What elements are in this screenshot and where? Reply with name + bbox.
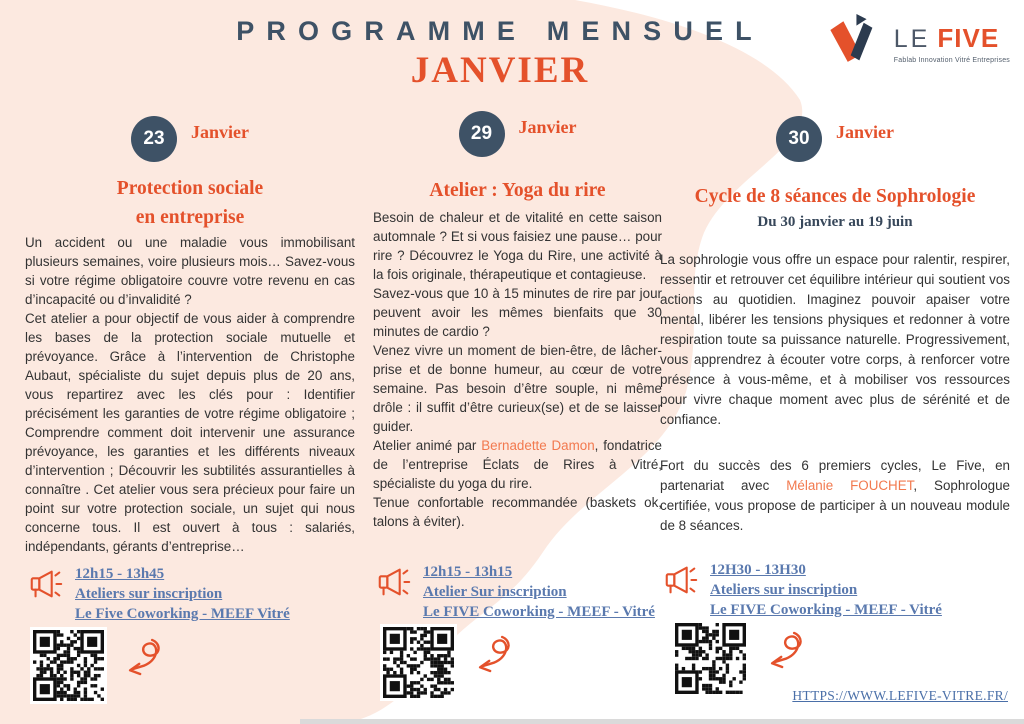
day-badge: 23	[131, 116, 177, 162]
schedule-lines	[423, 564, 655, 621]
month-label: Janvier	[518, 116, 577, 137]
event-title: Cycle de 8 séances de Sophrologie	[694, 186, 976, 207]
qr-code	[380, 624, 457, 701]
logo-word-five: FIVE	[937, 22, 1000, 53]
event-description: Un accident ou une maladie vous immobilisant plusieurs semaines, voire plusieurs mois… Savez-vous si votre régime obligatoire couvre votre revenu en cas d’incapacité ou d’invalidité ? Cet atelier a pour objectif de vous aider à comprendre les bases de la protection sociale mutuelle et prévoyance. Grâce à l’intervention de Christophe Aubaut, spécialiste du sujet depuis plus de 20 ans, vous repartirez avec les clés pour : Identifier précisément les garanties de votre régime obligatoire ; Comprendre comment doit intervenir une assurance prévoyance, les garanties et les différents niveaux d’intervention ; Découvrir les subtilités assurantielles à connaître . Cet atelier vous sera précieux pour faire un point sur votre protection sociale, un sujet qui nous concerne tous. Il est ouvert à tous : salariés, indépendants, gérants d’entreprise…	[25, 235, 355, 554]
curly-arrow-icon	[119, 635, 165, 678]
event-column-protection-sociale	[25, 0, 355, 724]
date-badge-row	[660, 116, 1010, 162]
qr-row	[30, 627, 165, 704]
location-link[interactable]: Le FIVE Coworking - MEEF - Vitré	[710, 602, 942, 618]
inscription-link[interactable]: Ateliers sur inscription	[75, 586, 223, 602]
event-column-yoga-du-rire	[373, 0, 662, 724]
date-badge-row	[25, 116, 355, 162]
day-badge: 30	[776, 116, 822, 162]
schedule-lines	[75, 566, 290, 623]
event-column-sophrologie	[660, 0, 1010, 724]
curly-arrow-icon	[761, 628, 807, 671]
month-label: Janvier	[836, 121, 894, 142]
event-description: Besoin de chaleur et de vitalité en cette saison automnale ? Et si vous faisiez une pause… pour rire ? Découvrez le Yoga du Rire, une activité à la fois originale, thérapeutique et contagieuse. Savez-vous que 10 à 15 minutes de rire par jour peuvent avoir les mêmes bienfaits que 30 minutes de cardio ? Venez vivre un moment de bien-être, de lâcher-prise et de bonne humeur, au cœur de votre semaine. Pas besoin d’être souple, ni même drôle : il suffit d’être curieux(se) et de se laisser guider. Atelier animé par Bernadette Damon, fondatrice de l’entreprise Éclats de Rires à Vitré, spécialiste du yoga du rire. Tenue confortable recommandée (baskets ok, talons à éviter).	[373, 210, 662, 529]
page-title: PROGRAMME MENSUEL	[236, 16, 764, 46]
megaphone-icon	[27, 566, 65, 602]
event-title: Atelier : Yoga du rire	[429, 180, 606, 201]
schedule-lines	[710, 562, 942, 619]
time-link[interactable]: 12H30 - 13H30	[710, 562, 806, 578]
website-link[interactable]: HTTPS://WWW.LEFIVE-VITRE.FR/	[792, 688, 1008, 703]
event-title: Protection sociale en entreprise	[116, 178, 264, 229]
day-badge: 29	[459, 111, 505, 157]
event-description: La sophrologie vous offre un espace pour ralentir, respirer, ressentir et retrouver cet équilibre intérieur qui soutient vos actions au quotidien. Imaginez pouvoir apaiser votre mental, libérer les tensions physiques et redonner à votre respiration toute sa puissance naturelle. Progressivement, vous apprendrez à écouter votre corps, à renforcer votre présence à vous-même, et à mobiliser vos ressources pour vivre chaque moment avec plus de sérénité et de confiance. Fort du succès des 6 premiers cycles, Le Five, en partenariat avec Mélanie FOUCHET, Sophrologue certifiée, vous propose de participer à un nouveau module de 8 séances.	[660, 252, 1010, 533]
qr-code	[30, 627, 107, 704]
qr-code	[672, 620, 749, 697]
megaphone-icon	[662, 562, 700, 598]
schedule-block	[662, 562, 942, 619]
curly-arrow-icon	[469, 632, 515, 675]
event-subtitle: Du 30 janvier au 19 juin	[757, 214, 913, 230]
time-link[interactable]: 12h15 - 13h15	[423, 564, 513, 580]
logo-tagline: Fablab Innovation Vitré Entreprises	[893, 56, 1010, 64]
location-link[interactable]: Le Five Coworking - MEEF Vitré	[75, 606, 290, 622]
month-label: Janvier	[191, 121, 249, 142]
schedule-block	[375, 564, 655, 621]
page-month: JANVIER	[410, 50, 590, 91]
time-link[interactable]: 12h15 - 13h45	[75, 566, 165, 582]
date-badge-row	[373, 111, 662, 157]
megaphone-icon	[375, 564, 413, 600]
qr-row	[672, 620, 807, 697]
inscription-link[interactable]: Atelier Sur inscription	[423, 584, 567, 600]
inscription-link[interactable]: Ateliers sur inscription	[710, 582, 858, 598]
logo-word-le: LE	[893, 24, 931, 53]
location-link[interactable]: Le FIVE Coworking - MEEF - Vitré	[423, 604, 655, 620]
qr-row	[380, 624, 515, 701]
schedule-block	[27, 566, 290, 623]
